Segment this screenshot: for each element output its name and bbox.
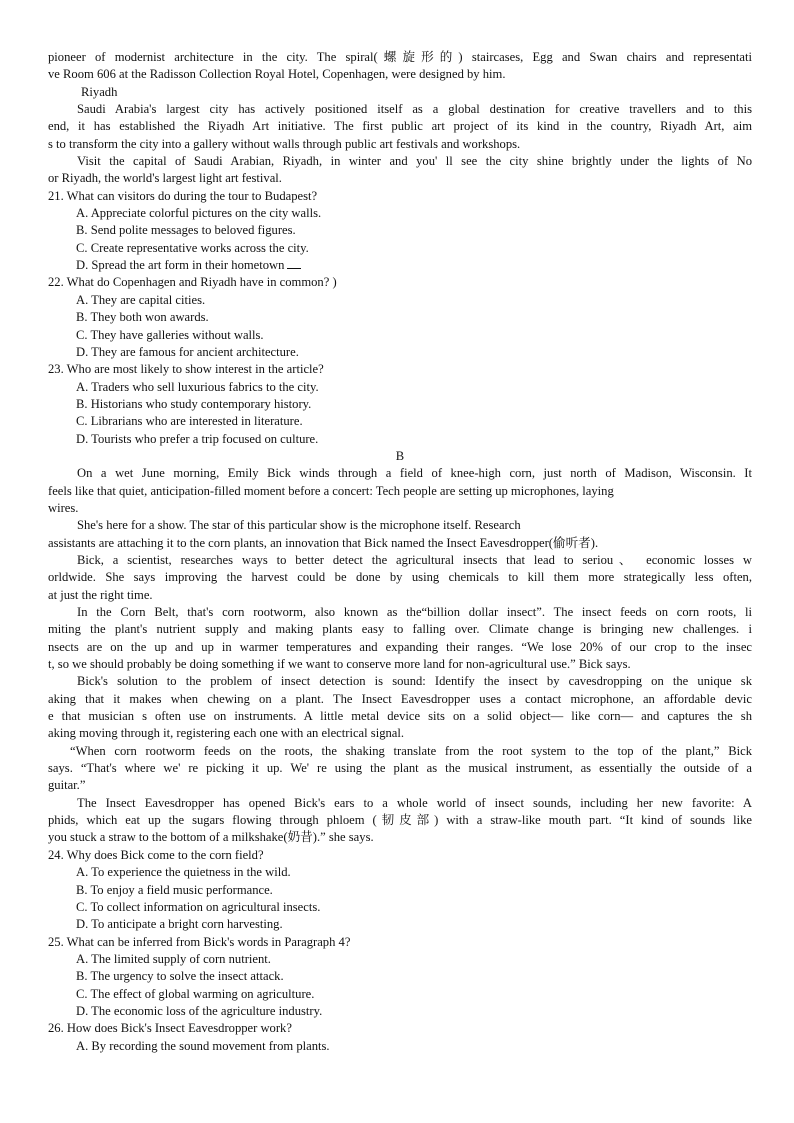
- riyadh-p1-line-1: Saudi Arabia's largest city has actively positioned itself as a global destination for creative travellers and to this: [77, 102, 752, 117]
- passage-b-p7-line-3: you stuck a straw to the bottom of a milkshake(奶昔).” she says.: [48, 830, 374, 845]
- passage-b-p4-line-4: t, so we should probably be doing something if we want to conserve more land for non-agricultural use.” Bick says.: [48, 657, 631, 672]
- question-26-stem: 26. How does Bick's Insect Eavesdropper work?: [48, 1021, 292, 1036]
- question-22-option-b: B. They both won awards.: [76, 310, 209, 325]
- passage-b-p7-line-2: phids, which eat up the sugars flowing through phloem (韧皮部) with a straw-like mouth part. “It kind of sounds like: [48, 813, 752, 828]
- question-21-option-b: B. Send polite messages to beloved figures.: [76, 223, 296, 238]
- passage-b-p1-line-2: feels like that quiet, anticipation-filled moment before a concert: Tech people are setting up microphones, laying: [48, 483, 614, 498]
- passage-b-p1-line-3: wires.: [48, 500, 79, 515]
- question-26-option-a: A. By recording the sound movement from plants.: [76, 1038, 330, 1053]
- question-21-stem: 21. What can visitors do during the tour to Budapest?: [48, 188, 318, 203]
- passage-b-p5-line-2: aking that it makes when chewing on a plant. The Insect Eavesdropper uses a contact microphone, an affordable devic: [48, 691, 752, 706]
- passage-b-p6-line-1: “When corn rootworm feeds on the roots, the shaking translate from the root system to the top of the plant,” Bick: [70, 743, 752, 758]
- question-23-stem: 23. Who are most likely to show interest in the article?: [48, 362, 324, 377]
- passage-b-p4-line-2: miting the plant's nutrient supply and making plants easy to falling over. Climate change is bringing new challenges. i: [48, 622, 752, 637]
- riyadh-p2-line-1: Visit the capital of Saudi Arabian, Riyadh, in winter and you' ll see the city shine brightly under the lights of No: [77, 154, 752, 169]
- question-24-option-a: A. To experience the quietness in the wild.: [76, 865, 291, 880]
- passage-b-p5-line-3: e that musician s often use on instruments. A little metal device sits on a solid object— like corn— and captures the sh: [48, 709, 752, 724]
- question-24-option-b: B. To enjoy a field music performance.: [76, 882, 273, 897]
- passage-b-p5-line-1: Bick's solution to the problem of insect detection is sound: Identify the insect by cavesdropping on the unique sk: [77, 674, 752, 689]
- question-25-option-d: D. The economic loss of the agriculture industry.: [76, 1003, 323, 1018]
- question-22-stem: 22. What do Copenhagen and Riyadh have in common? ): [48, 275, 337, 290]
- question-24-option-c: C. To collect information on agricultural insects.: [76, 899, 321, 914]
- question-23-option-c: C. Librarians who are interested in literature.: [76, 414, 303, 429]
- question-25-option-a: A. The limited supply of corn nutrient.: [76, 951, 271, 966]
- exam-page: [48, 49, 752, 1055]
- section-b-label: B: [395, 448, 405, 463]
- question-21-option-c: C. Create representative works across the city.: [76, 240, 309, 255]
- riyadh-p1-line-2: end, it has established the Riyadh Art initiative. The first public art project of its kind in the country, Riyadh Art, aim: [48, 119, 752, 134]
- question-23-option-d: D. Tourists who prefer a trip focused on culture.: [76, 431, 319, 446]
- question-21-option-d: [48, 257, 752, 274]
- question-22-option-d: D. They are famous for ancient architecture.: [76, 344, 299, 359]
- passage-b-p6-line-2: says. “That's where we' re picking it up. We' re using the plant as the musical instrument, as essentially the outside of a: [48, 761, 752, 776]
- question-25-option-b: B. The urgency to solve the insect attack.: [76, 969, 284, 984]
- copenhagen-line-1: pioneer of modernist architecture in the city. The spiral(螺旋形的) staircases, Egg and Swan chairs and representati: [48, 50, 752, 64]
- passage-b-p2-line-2: assistants are attaching it to the corn plants, an innovation that Bick named the Insect Eavesdropper(偷听者).: [48, 535, 599, 550]
- question-24-option-d: D. To anticipate a bright corn harvesting.: [76, 917, 283, 932]
- copenhagen-line-2: ve Room 606 at the Radisson Collection Royal Hotel, Copenhagen, were designed by him.: [48, 67, 506, 82]
- passage-b-p5-line-4: aking moving through it, registering each one with an electrical signal.: [48, 726, 405, 741]
- passage-b-p3-line-2: orldwide. She says improving the harvest could be done by using chemicals to kill them more strategically less often,: [48, 570, 752, 585]
- riyadh-p2-line-2: or Riyadh, the world's largest light art festival.: [48, 171, 282, 186]
- question-25-stem: 25. What can be inferred from Bick's words in Paragraph 4?: [48, 934, 351, 949]
- passage-b-p1-line-1: On a wet June morning, Emily Bick winds through a field of knee-high corn, just north of Madison, Wisconsin. It: [77, 466, 752, 481]
- riyadh-p1-line-3: s to transform the city into a gallery without walls through public art festivals and workshops.: [48, 136, 521, 151]
- passage-b-p6-line-3: guitar.”: [48, 778, 86, 793]
- passage-b-p2-line-1: She's here for a show. The star of this particular show is the microphone itself. Research: [77, 518, 521, 533]
- passage-b-p7-line-1: The Insect Eavesdropper has opened Bick's ears to a whole world of insect sounds, including her new favorite: A: [77, 795, 752, 810]
- question-24-stem: 24. Why does Bick come to the corn field?: [48, 847, 264, 862]
- answer-blank: [287, 258, 301, 269]
- question-22-option-c: C. They have galleries without walls.: [76, 327, 264, 342]
- passage-b-p4-line-1: In the Corn Belt, that's corn rootworm, also known as the“billion dollar insect”. The insect feeds on corn roots, li: [77, 605, 752, 619]
- question-23-option-a: A. Traders who sell luxurious fabrics to the city.: [76, 379, 319, 394]
- riyadh-heading: Riyadh: [81, 84, 118, 99]
- question-21-option-a: A. Appreciate colorful pictures on the city walls.: [76, 206, 322, 221]
- question-23-option-b: B. Historians who study contemporary history.: [76, 396, 312, 411]
- passage-b-p4-line-3: nsects are on the up and up in warmer temperatures and expanding their ranges. “We lose 20% of our crop to the insec: [48, 639, 752, 654]
- passage-b-p3-line-3: at just the right time.: [48, 587, 153, 602]
- question-22-option-a: A. They are capital cities.: [76, 292, 206, 307]
- passage-b-p3-line-1: Bick, a scientist, researches ways to better detect the agricultural insects that lead to seriou、 economic losses w: [77, 552, 752, 567]
- question-25-option-c: C. The effect of global warming on agriculture.: [76, 986, 315, 1001]
- question-21-option-d-text: D. Spread the art form in their hometown: [76, 258, 285, 273]
